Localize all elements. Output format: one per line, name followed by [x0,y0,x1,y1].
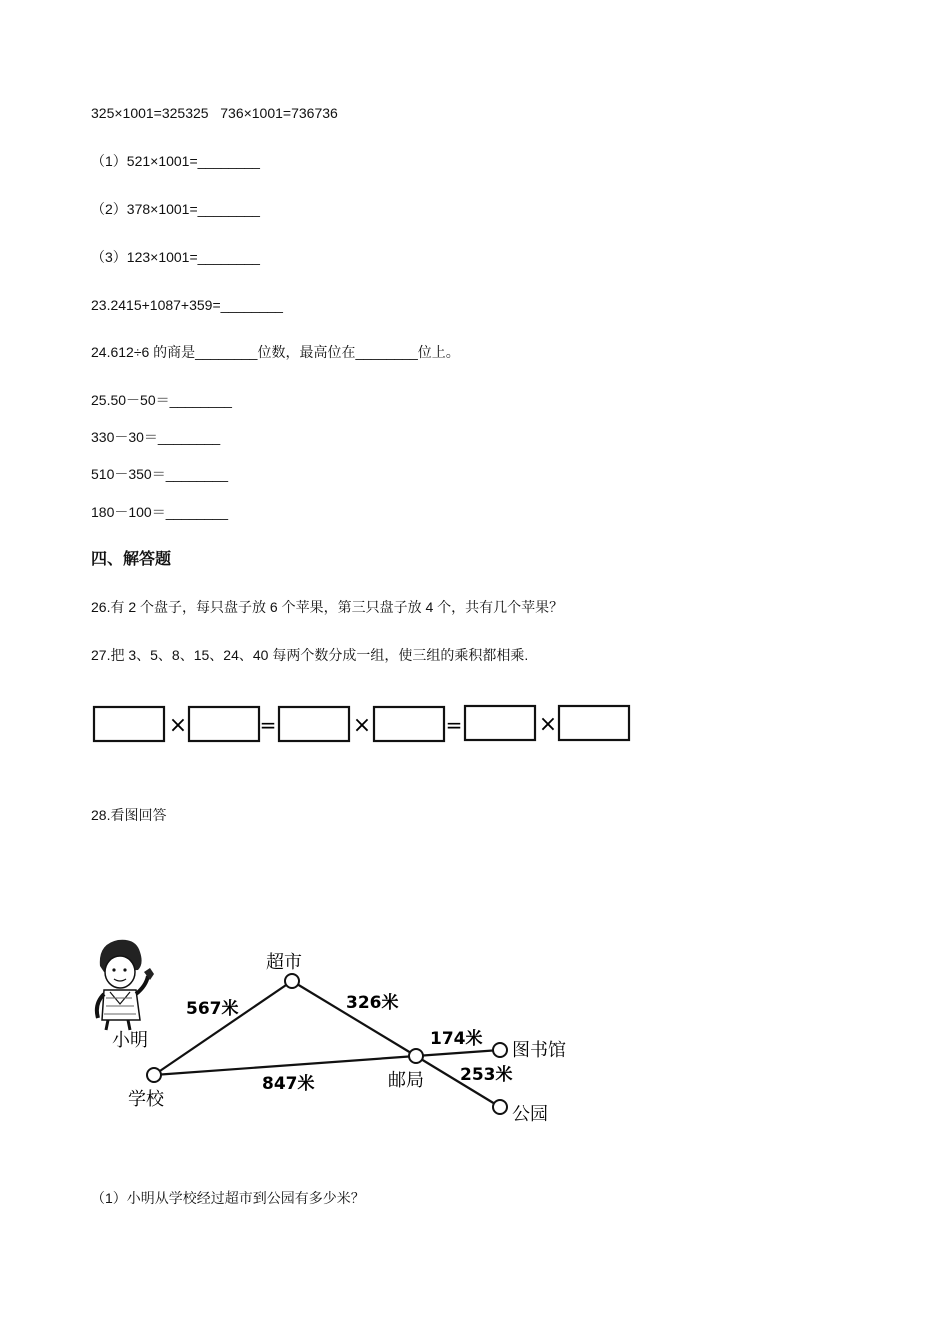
question-25-b: 330－30＝________ [91,429,221,445]
post-office-label: 邮局 [388,1070,424,1091]
park-label: 公园 [512,1104,548,1125]
answer-box-3[interactable] [279,707,349,741]
sub-item-3: （3）123×1001=________ [91,249,260,265]
school-node [147,1068,161,1082]
equation-boxes [92,704,632,744]
answer-box-2[interactable] [189,707,259,741]
question-28-1: （1）小明从学校经过超市到公园有多少米？ [91,1190,365,1206]
sub-item-1: （1）521×1001=________ [91,153,260,169]
boy-illustration [97,940,154,1030]
person-label: 小明 [112,1030,148,1051]
times-sign-3: × [538,712,558,737]
answer-box-4[interactable] [374,707,444,741]
question-28: 28.看图回答 [91,807,167,823]
supermarket-label: 超市 [266,952,302,973]
distance-post-park: 253米 [460,1065,513,1085]
distance-supermarket-post: 326米 [346,993,399,1013]
question-23: 23.2415+1087+359=________ [91,297,283,313]
times-sign-2: × [352,713,372,738]
equals-sign-1: = [259,713,277,737]
school-label: 学校 [128,1089,164,1110]
section-title: 四、解答题 [91,549,172,568]
question-26: 26.有 2 个盘子，每只盘子放 6 个苹果，第三只盘子放 4 个，共有几个苹果？ [91,599,564,615]
question-27: 27.把 3、5、8、15、24、40 每两个数分成一组，使三组的乘积都相乘. [91,647,529,663]
question-25-a: 25.50－50＝________ [91,392,232,408]
road-school-supermarket [154,981,292,1075]
question-25-d: 180－100＝________ [91,504,229,520]
road-post-library [416,1050,500,1056]
library-node [493,1043,507,1057]
library-label: 图书馆 [512,1040,566,1061]
route-map [92,938,592,1128]
answer-box-1[interactable] [94,707,164,741]
park-node [493,1100,507,1114]
question-25-c: 510－350＝________ [91,466,229,482]
supermarket-node [285,974,299,988]
post-office-node [409,1049,423,1063]
question-24: 24.612÷6 的商是________位数，最高位在________位上。 [91,344,460,360]
answer-box-6[interactable] [559,706,629,740]
times-sign-1: × [168,713,188,738]
road-school-post [154,1056,416,1075]
example-line: 325×1001=325325 736×1001=736736 [91,105,338,121]
distance-school-post: 847米 [262,1074,315,1094]
distance-school-supermarket: 567米 [186,999,239,1019]
answer-box-5[interactable] [465,706,535,740]
sub-item-2: （2）378×1001=________ [91,201,260,217]
equals-sign-2: = [445,713,463,737]
distance-post-library: 174米 [430,1029,483,1049]
